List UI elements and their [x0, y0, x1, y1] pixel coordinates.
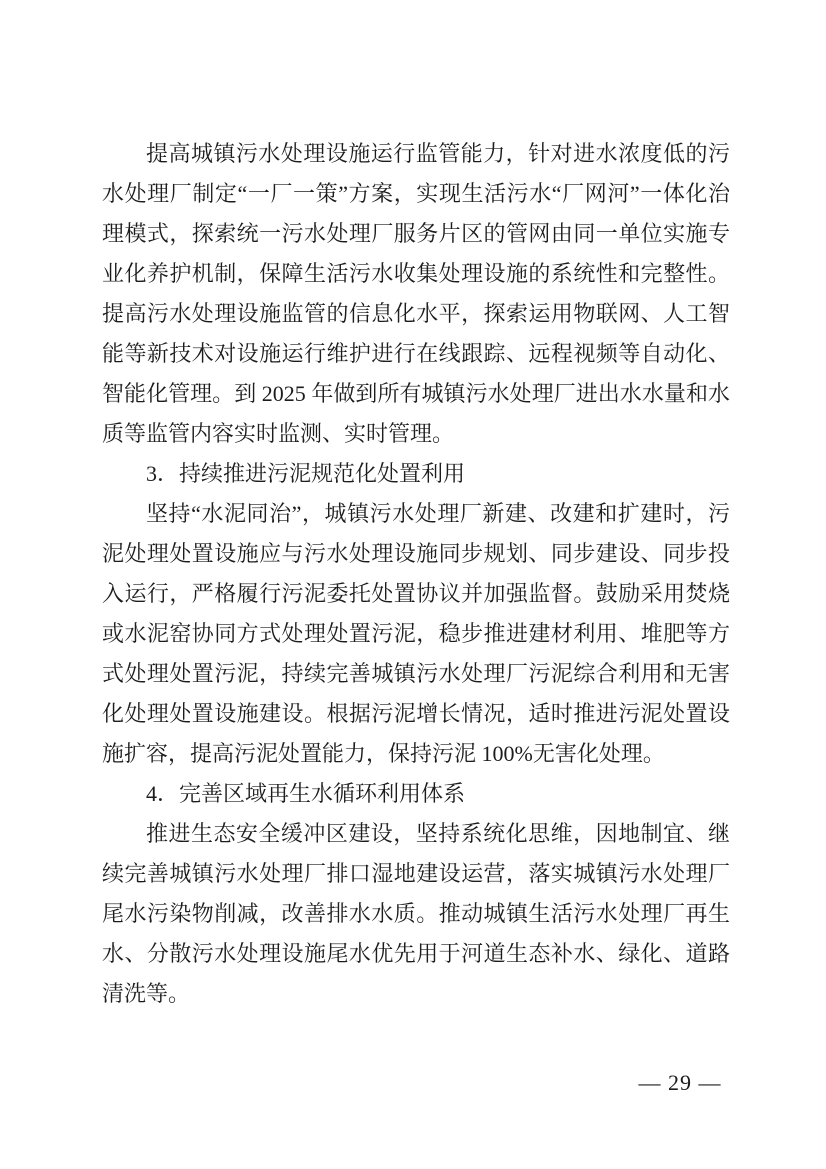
- body-paragraph: 推进生态安全缓冲区建设，坚持系统化思维，因地制宜、继续完善城镇污水处理厂排口湿地建设运营，落实城镇污水处理厂尾水污染物削减，改善排水水质。推动城镇生活污水处理厂再生水、分散污水处理设施尾水优先用于河道生态补水、绿化、道路清洗等。: [102, 821, 730, 1006]
- body-paragraph: 坚持“水泥同治”，城镇污水处理厂新建、改建和扩建时，污泥处理处置设施应与污水处理设施同步规划、同步建设、同步投入运行，严格履行污泥委托处置协议并加强监督。鼓励采用焚烧或水泥窑协同方式处理处置污泥，稳步推进建材利用、堆肥等方式处理处置污泥，持续完善城镇污水处理厂污泥综合利用和无害化处理处置设施建设。根据污泥增长情况，适时推进污泥处置设施扩容，提高污泥处置能力，保持污泥 100%无害化处理。: [102, 501, 730, 766]
- document-body: [102, 134, 730, 1014]
- body-paragraph: 提高城镇污水处理设施运行监管能力，针对进水浓度低的污水处理厂制定“一厂一策”方案，实现生活污水“厂网河”一体化治理模式，探索统一污水处理厂服务片区的管网由同一单位实施专业化养护机制，保障生活污水收集处理设施的系统性和完整性。提高污水处理设施监管的信息化水平，探索运用物联网、人工智能等新技术对设施运行维护进行在线跟踪、远程视频等自动化、智能化管理。到 2025 年做到所有城镇污水处理厂进出水水量和水质等监管内容实时监测、实时管理。: [102, 141, 730, 446]
- page-number: — 29 —: [638, 1070, 722, 1095]
- section-heading: 4．完善区域再生水循环利用体系: [146, 781, 466, 806]
- section-heading: 3．持续推进污泥规范化处置利用: [146, 461, 466, 486]
